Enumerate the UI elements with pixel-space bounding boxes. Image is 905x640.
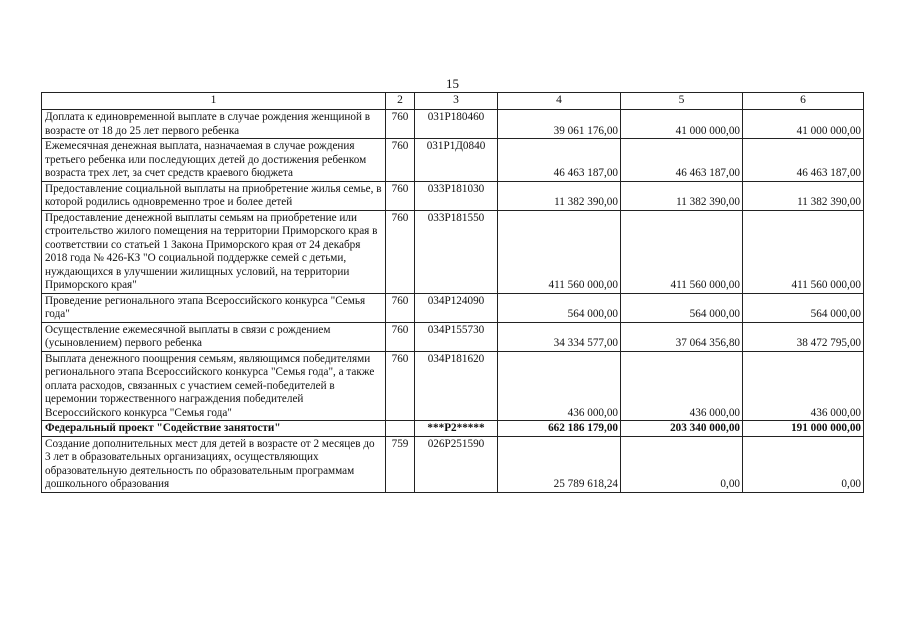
row-csr: 031P1Д0840: [415, 139, 498, 182]
row-value-1: 411 560 000,00: [498, 210, 621, 293]
row-value-3: 41 000 000,00: [743, 110, 864, 139]
row-value-3: 411 560 000,00: [743, 210, 864, 293]
row-name: Доплата к единовременной выплате в случае рождения женщиной в возрасте от 18 до 25 лет первого ребенка: [42, 110, 386, 139]
table-row: [42, 436, 864, 492]
row-value-2: 37 064 356,80: [621, 322, 743, 351]
row-csr: 033P181550: [415, 210, 498, 293]
row-value-3: 38 472 795,00: [743, 322, 864, 351]
header-col-5: 5: [621, 93, 743, 110]
row-grbs: 760: [386, 139, 415, 182]
row-csr: 033P181030: [415, 181, 498, 210]
row-value-2: 46 463 187,00: [621, 139, 743, 182]
row-value-2: 41 000 000,00: [621, 110, 743, 139]
row-grbs: 759: [386, 436, 415, 492]
row-csr: 034P155730: [415, 322, 498, 351]
header-col-2: 2: [386, 93, 415, 110]
row-grbs: 760: [386, 351, 415, 421]
row-value-1: 39 061 176,00: [498, 110, 621, 139]
row-name: Выплата денежного поощрения семьям, являющимся победителями регионального этапа Всероссийского конкурса "Семья года", а также оплата расходов, связанных с участием семей-победителей в церемонии торжественного награждения победителей Всероссийского конкурса "Семья года": [42, 351, 386, 421]
header-row: [42, 93, 864, 110]
row-value-1: 46 463 187,00: [498, 139, 621, 182]
header-col-6: 6: [743, 93, 864, 110]
row-grbs: 760: [386, 110, 415, 139]
row-value-3: 11 382 390,00: [743, 181, 864, 210]
table-row: [42, 351, 864, 421]
row-name: Федеральный проект "Содействие занятости": [42, 421, 386, 437]
row-value-2: 564 000,00: [621, 293, 743, 322]
row-value-3: 436 000,00: [743, 351, 864, 421]
row-grbs: 760: [386, 322, 415, 351]
row-name: Создание дополнительных мест для детей в возрасте от 2 месяцев до 3 лет в образовательных организациях, осуществляющих образовательную деятельность по образовательным программам дошкольного образования: [42, 436, 386, 492]
row-name: Предоставление денежной выплаты семьям на приобретение или строительство жилого помещения на территории Приморского края в соответствии со статьей 1 Закона Приморского края от 24 декабря 2018 года № 426-КЗ "О социальной поддержке семей с детьми, нуждающихся в улучшении жилищных условий, на территории Приморского края": [42, 210, 386, 293]
federal-project-row: [42, 421, 864, 437]
page-number: 15: [446, 76, 459, 91]
table-row: [42, 322, 864, 351]
row-name: Проведение регионального этапа Всероссийского конкурса "Семья года": [42, 293, 386, 322]
row-name: Предоставление социальной выплаты на приобретение жилья семье, в которой родились одновременно трое и более детей: [42, 181, 386, 210]
row-value-1: 436 000,00: [498, 351, 621, 421]
budget-table: [41, 92, 864, 493]
row-value-3: 191 000 000,00: [743, 421, 864, 437]
row-value-1: 564 000,00: [498, 293, 621, 322]
row-name: Ежемесячная денежная выплата, назначаемая в случае рождения третьего ребенка или последующих детей до достижения ребенком возраста трех лет, за счет средств краевого бюджета: [42, 139, 386, 182]
row-csr: 034P124090: [415, 293, 498, 322]
row-value-1: 11 382 390,00: [498, 181, 621, 210]
row-value-3: 0,00: [743, 436, 864, 492]
row-value-1: 662 186 179,00: [498, 421, 621, 437]
row-value-2: 436 000,00: [621, 351, 743, 421]
row-grbs: 760: [386, 293, 415, 322]
row-value-2: 411 560 000,00: [621, 210, 743, 293]
row-name: Осуществление ежемесячной выплаты в связи с рождением (усыновлением) первого ребенка: [42, 322, 386, 351]
row-value-2: 0,00: [621, 436, 743, 492]
row-value-1: 34 334 577,00: [498, 322, 621, 351]
row-value-1: 25 789 618,24: [498, 436, 621, 492]
row-grbs: 760: [386, 181, 415, 210]
row-value-2: 203 340 000,00: [621, 421, 743, 437]
table-row: [42, 293, 864, 322]
table-row: [42, 139, 864, 182]
header-col-3: 3: [415, 93, 498, 110]
table-row: [42, 181, 864, 210]
row-grbs: 760: [386, 210, 415, 293]
row-value-3: 564 000,00: [743, 293, 864, 322]
header-col-4: 4: [498, 93, 621, 110]
row-value-2: 11 382 390,00: [621, 181, 743, 210]
row-csr: 031P180460: [415, 110, 498, 139]
row-csr: 026P251590: [415, 436, 498, 492]
row-csr: ***P2*****: [415, 421, 498, 437]
row-value-3: 46 463 187,00: [743, 139, 864, 182]
row-grbs: [386, 421, 415, 437]
header-col-1: 1: [42, 93, 386, 110]
row-csr: 034P181620: [415, 351, 498, 421]
table-row: [42, 210, 864, 293]
table-row: [42, 110, 864, 139]
